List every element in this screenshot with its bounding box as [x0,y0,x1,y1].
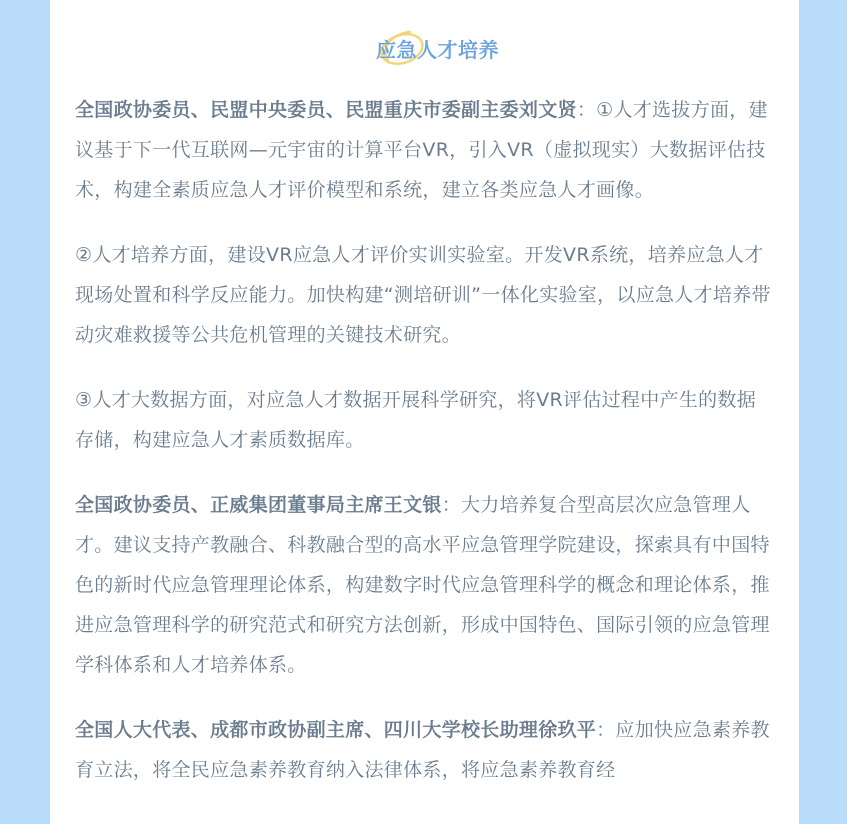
paragraph [75,380,775,460]
paragraph-text: ：①人才选拔方面，建议基于下一代互联网—元宇宙的计算平台VR，引入VR（虚拟现实）大数据评估技术，构建全素质应急人才评价模型和系统，建立各类应急人才画像。 [75,99,768,201]
article-card [50,0,799,824]
article-body [75,90,775,815]
speaker-name: 全国政协委员、正威集团董事局主席王文银 [75,494,442,516]
paragraph [75,90,775,210]
speaker-name: 全国人大代表、成都市政协副主席、四川大学校长助理徐玖平 [75,719,597,741]
section-title: 应急人才培养 [376,38,499,62]
paragraph-text: ：应加快应急素养教育立法，将全民应急素养教育纳入法律体系，将应急素养教育经 [75,719,770,781]
paragraph-text: ：大力培养复合型高层次应急管理人才。建议支持产教融合、科教融合型的高水平应急管理学院建设，探索具有中国特色的新时代应急管理理论体系，构建数字时代应急管理科学的概念和理论体系，推进应急管理科学的研究范式和研究方法创新，形成中国特色、国际引领的应急管理学科体系和人才培养体系。 [75,494,770,676]
section-header [50,22,799,72]
paragraph-text: ③人才大数据方面，对应急人才数据开展科学研究，将VR评估过程中产生的数据存储，构建应急人才素质数据库。 [75,389,757,451]
speaker-name: 全国政协委员、民盟中央委员、民盟重庆市委副主委刘文贤 [75,99,577,121]
paragraph [75,485,775,685]
paragraph [75,710,775,790]
paragraph-text: ②人才培养方面，建设VR应急人才评价实训实验室。开发VR系统，培养应急人才现场处置和科学反应能力。加快构建“测培研训”一体化实验室，以应急人才培养带动灾难救援等公共危机管理的关键技术研究。 [75,244,771,346]
paragraph [75,235,775,355]
